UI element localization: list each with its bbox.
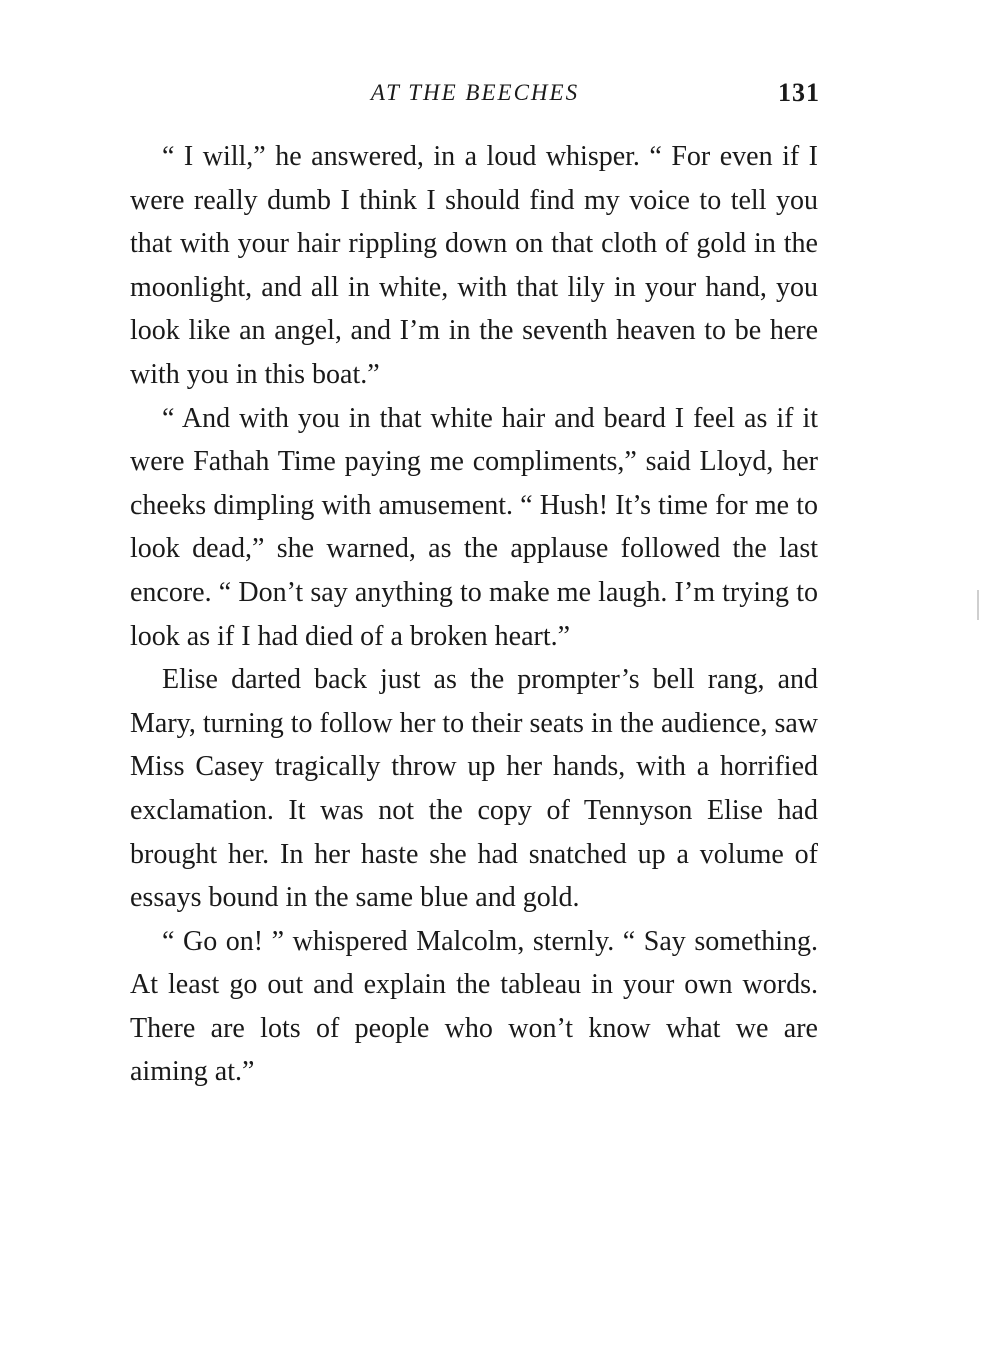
running-title: AT THE BEECHES [370,80,580,105]
body-text [130,135,818,1094]
paragraph-4: “ Go on! ” whispered Malcolm, sternly. “ Say something. At least go out and explain the tableau in your own words. There are lots of people who won’t know what we are aiming at.” [130,925,818,1088]
paragraph-2: “ And with you in that white hair and beard I feel as if it were Fathah Time paying me compliments,” said Lloyd, her cheeks dimpling with amusement. “ Hush! It’s time for me to look dead,” she warned, as the applause followed the last encore. “ Don’t say anything to make me laugh. I’m trying to look as if I had died of a broken heart.” [130,402,818,652]
paragraph-1: “ I will,” he answered, in a loud whisper. “ For even if I were really dumb I think I should find my voice to tell you that with your hair rippling down on that cloth of gold in the moonlight, and all in white, with that lily in your hand, you look like an angel, and I’m in the seventh heaven to be here with you in this boat.” [130,141,818,390]
running-head [130,76,820,112]
paragraph-3: Elise darted back just as the prompter’s bell rang, and Mary, turning to follow her to their seats in the audience, saw Miss Casey tragically throw up her hands, with a horrified exclamation. It was not the copy of Tennyson Elise had brought her. In her haste she had snatched up a volume of essays bound in the same blue and gold. [130,664,818,914]
scan-mark [977,590,979,620]
page-number: 131 [778,78,820,107]
